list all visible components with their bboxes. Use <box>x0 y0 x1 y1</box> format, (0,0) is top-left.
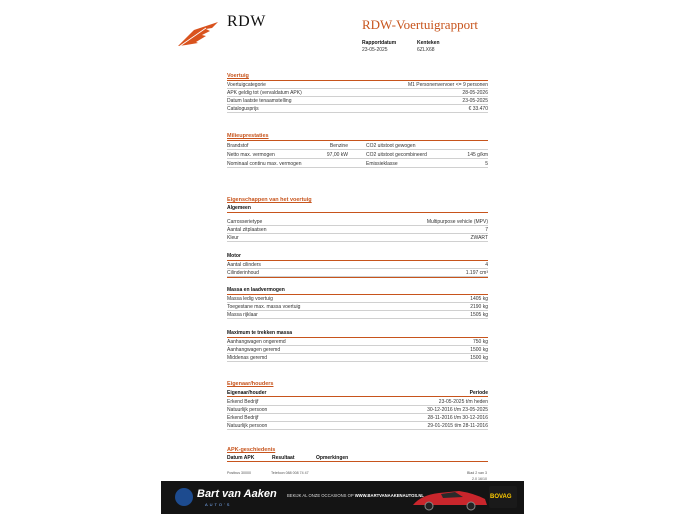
footer-postbus: Postbus 30000 <box>227 471 251 475</box>
section-apk-title: APK-geschiedenis <box>227 447 276 453</box>
subhead-massa: Massa en laadvermogen <box>227 287 285 293</box>
page-title: RDW-Voertuigrapport <box>362 17 479 32</box>
subhead-algemeen: Algemeen <box>227 205 251 211</box>
table-row: Natuurlijk persoon 29-01-2015 t/m 28-11-2016 <box>227 422 488 429</box>
footer-blad: Blad 2 van 3 <box>467 471 487 475</box>
footer-telefoon: Telefoon 088 008 74 47 <box>271 471 309 475</box>
rapportdatum-label: Rapportdatum <box>362 40 397 46</box>
table-row: Netto max. vermogen 97,00 kW CO2 uitstoot gecombineerd 145 g/km <box>227 151 488 158</box>
table-row: Aanhangwagen geremd 1500 kg <box>227 346 488 353</box>
brand-name: RDW <box>227 13 266 30</box>
dealer-banner[interactable] <box>161 481 524 514</box>
table-row: APK geldig tot (vervaldatum APK) 28-05-2026 <box>227 89 488 96</box>
divider <box>227 140 488 141</box>
table-row: Brandstof Benzine CO2 uitstoot gewogen <box>227 142 488 150</box>
table-row: Datum laatste tenaamstelling 23-05-2025 <box>227 97 488 104</box>
rapportdatum-value: 23-05-2025 <box>362 47 388 53</box>
table-row: Kleur ZWART <box>227 234 488 241</box>
dealer-tagline: BEKIJK AL ONZE OCCASIONS OP WWW.BARTVANAAKENAUTOS.NL <box>287 493 424 498</box>
table-row: Cilinderinhoud 1.197 cm³ <box>227 269 488 276</box>
table-row: Massa rijklaar 1505 kg <box>227 311 488 318</box>
table-header: Eigenaar/houder Periode <box>227 389 488 396</box>
subhead-trekken: Maximum te trekken massa <box>227 330 293 336</box>
table-row: Carrosserietype Multipurpose vehicle (MPV) <box>227 218 488 225</box>
section-eigenschappen-title: Eigenschappen van het voertuig <box>227 197 312 203</box>
table-row: Catalogusprijs € 33.470 <box>227 105 488 112</box>
table-row: Aantal cilinders 4 <box>227 261 488 268</box>
table-row: Toegestane max. massa voertuig 2190 kg <box>227 303 488 310</box>
table-header: Datum APK Resultaat Opmerkingen <box>227 454 488 462</box>
table-row: Erkend Bedrijf 23-05-2025 t/m heden <box>227 398 488 405</box>
kenteken-value: 6ZLX68 <box>417 47 435 53</box>
dealer-name: Bart van Aaken <box>197 488 277 500</box>
table-row: Massa ledig voertuig 1405 kg <box>227 295 488 302</box>
rdw-logo-icon <box>176 20 220 48</box>
divider <box>227 212 488 213</box>
footer-code: 2.0 16/10 <box>472 477 487 481</box>
section-eigenaren-title: Eigenaar/houders <box>227 381 274 387</box>
dealer-url[interactable]: WWW.BARTVANAAKENAUTOS.NL <box>354 493 424 498</box>
subhead-motor: Motor <box>227 253 241 259</box>
table-row: Middenas geremd 1500 kg <box>227 354 488 361</box>
section-voertuig-title: Voertuig <box>227 73 249 79</box>
car-icon <box>411 485 489 511</box>
divider <box>227 277 488 278</box>
table-row: Voertuigcategorie M1 Personenvervoer <= 9 personen <box>227 81 488 88</box>
dealer-sub: AUTO'S <box>205 502 232 507</box>
section-milieu-title: Milieuprestaties <box>227 133 269 139</box>
table-row: Erkend Bedrijf 28-11-2016 t/m 30-12-2016 <box>227 414 488 421</box>
table-row: Aanhangwagen ongeremd 750 kg <box>227 338 488 345</box>
table-row: Nominaal continu max. vermogen Emissieklasse 5 <box>227 160 488 167</box>
table-row: Natuurlijk persoon 30-12-2016 t/m 23-05-2025 <box>227 406 488 413</box>
table-row: Aantal zitplaatsen 7 <box>227 226 488 233</box>
bovag-label: BOVAG <box>490 494 512 500</box>
dealer-logo-icon <box>175 488 193 506</box>
kenteken-label: Kenteken <box>417 40 440 46</box>
